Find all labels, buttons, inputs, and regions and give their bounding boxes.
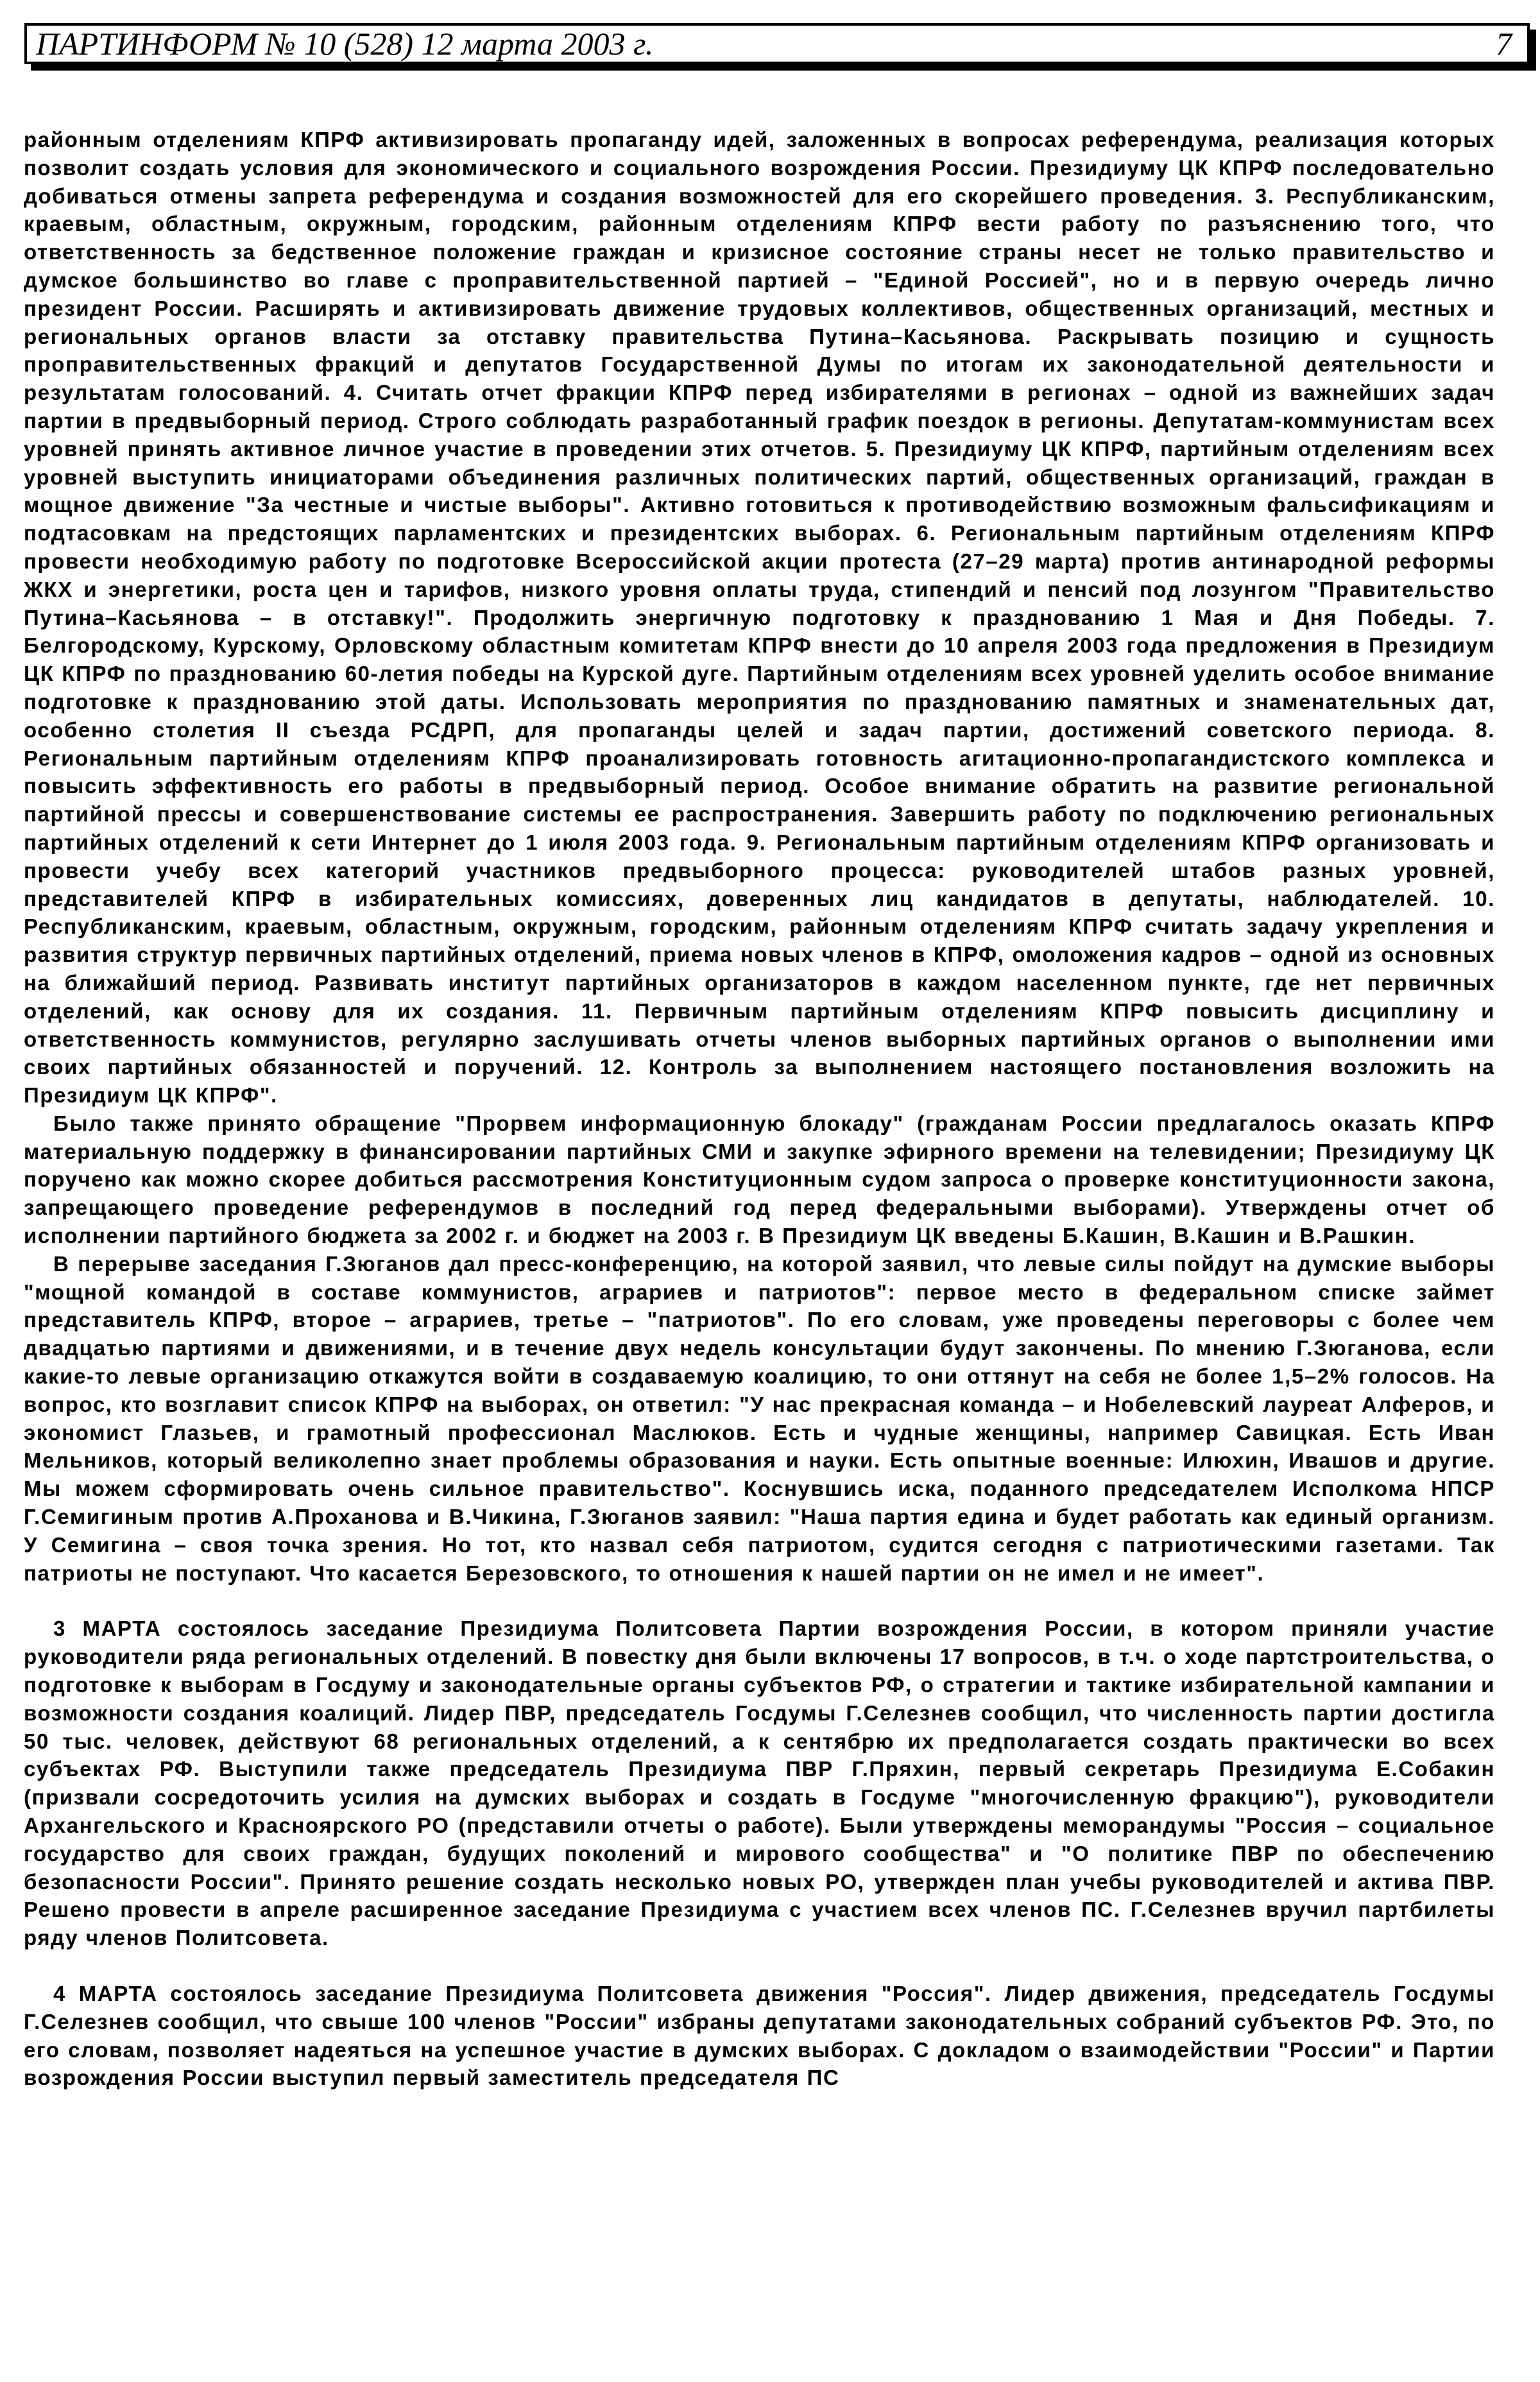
paragraph-march-4: 4 МАРТА состоялось заседание Президиума Политсовета движения "Россия". Лидер движения, председатель Госдумы Г.Селезнев сообщил, что свыше 100 членов "России" избраны депутатами законодательных собраний субъектов РФ. Это, по его словам, позволяет надеяться на успешное участие в думских выборах. С докладом о взаимодействии "России" и Партии возрождения России выступил первый заместитель председателя ПС xyxy=(24,1982,1495,2090)
publication-title: ПАРТИНФОРМ № 10 (528) 12 марта 2003 г. xyxy=(36,26,654,62)
article-body xyxy=(24,126,1495,2092)
paragraph-resolution: районным отделениям КПРФ активизировать пропаганду идей, заложенных в вопросах референдума, реализация которых позволит создать условия для экономического и социального возрождения России. Президиуму ЦК КПРФ последовательно добиваться отмены запрета референдума и создания возможностей для его скорейшего проведения. 3. Республиканским, краевым, областным, окружным, городским, районным отделениям КПРФ вести работу по разъяснению того, что ответственность за бедственное положение граждан и кризисное состояние страны несет не только правительство и думское большинство во главе с проправительственной партией – "Единой Россией", но и в первую очередь лично президент России. Расширять и активизировать движение трудовых коллективов, общественных организаций, местных и региональных органов власти за отставку правительства Путина–Касьянова. Раскрывать позицию и сущность проправительственных фракций и депутатов Государственной Думы по итогам их законодательной деятельности и результатам голосований. 4. Считать отчет фракции КПРФ перед избирателями в регионах – одной из важнейших задач партии в предвыборный период. Строго соблюдать разработанный график поездок в регионы. Депутатам-коммунистам всех уровней принять активное личное участие в проведении этих отчетов. 5. Президиуму ЦК КПРФ, партийным отделениям всех уровней выступить инициаторами объединения различных политических партий, общественных организаций, граждан в мощное движение "За честные и чистые выборы". Активно готовиться к противодействию возможным фальсификациям и подтасовкам на предстоящих парламентских и президентских выборах. 6. Региональным партийным отделениям КПРФ провести необходимую работу по подготовке Всероссийской акции протеста (27–29 марта) против антинародной реформы ЖКХ и энергетики, роста цен и тарифов, низкого уровня оплаты труда, стипендий и пенсий под лозунгом "Правительство Путина–Касьянова – в отставку!". Продолжить энергичную подготовку к празднованию 1 Мая и Дня Победы. 7. Белгородскому, Курскому, Орловскому областным комитетам КПРФ внести до 10 апреля 2003 года предложения в Президиум ЦК КПРФ по празднованию 60-летия победы на Курской дуге. Партийным отделениям всех уровней уделить особое внимание подготовке к празднованию этой даты. Использовать мероприятия по празднованию памятных и знаменательных дат, особенно столетия II съезда РСДРП, для пропаганды целей и задач партии, достижений советского периода. 8. Региональным партийным отделениям КПРФ проанализировать готовность агитационно-пропагандистского комплекса и повысить эффективность его работы в предвыборный период. Особое внимание обратить на развитие региональной партийной прессы и совершенствование системы ее распространения. Завершить работу по подключению региональных партийных отделений к сети Интернет до 1 июля 2003 года. 9. Региональным партийным отделениям КПРФ организовать и провести учебу всех категорий участников предвыборного процесса: руководителей штабов разных уровней, представителей КПРФ в избирательных комиссиях, доверенных лиц кандидатов в депутаты, наблюдателей. 10. Республиканским, краевым, областным, окружным, городским, районным отделениям КПРФ считать задачу укрепления и развития структур первичных партийных отделений, приема новых членов в КПРФ, омоложения кадров – одной из основных на ближайший период. Развивать институт партийных организаторов в каждом населенном пункте, где нет первичных отделений, как основу для их создания. 11. Первичным партийным отделениям КПРФ повысить дисциплину и ответственность коммунистов, регулярно заслушивать отчеты членов выборных партийных органов о выполнении ими своих партийных обязанностей и поручений. 12. Контроль за выполнением настоящего постановления возложить на Президиум ЦК КПРФ". xyxy=(24,128,1495,1108)
paragraph-march-3: 3 МАРТА состоялось заседание Президиума Политсовета Партии возрождения России, в котором приняли участие руководители ряда региональных отделений. В повестку дня были включены 17 вопросов, в т.ч. о ходе партстроительства, о подготовке к выборам в Госдуму и законодательные органы субъектов РФ, о стратегии и тактике избирательной кампании и возможности создания коалиций. Лидер ПВР, председатель Госдумы Г.Селезнев сообщил, что численность партии достигла 50 тыс. человек, действуют 68 региональных отделений, а к сентябрю их предполагается создать практически во всех субъектах РФ. Выступили также председатель Президиума ПВР Г.Пряхин, первый секретарь Президиума Е.Собакин (призвали сосредоточить усилия на думских выборах и создать в Госдуме "многочисленную фракцию"), руководители Архангельского и Красноярского РО (представили отчеты о работе). Были утверждены меморандумы "Россия – социальное государство для своих граждан, будущих поколений и мирового сообщества" и "О политике ПВР по обеспечению безопасности России". Принято решение создать несколько новых РО, утвержден план учебы руководителей и актива ПВР. Решено провести в апреле расширенное заседание Президиума с участием всех членов ПС. Г.Селезнев вручил партбилеты ряду членов Политсовета. xyxy=(24,1616,1495,1950)
paragraph-press-conference: В перерыве заседания Г.Зюганов дал пресс-конференцию, на которой заявил, что левые силы пойдут на думские выборы "мощной командой в составе коммунистов, аграриев и патриотов": первое место в федеральном списке займет представитель КПРФ, второе – аграриев, третье – "патриотов". По его словам, уже проведены переговоры с более чем двадцатью партиями и движениями, и в течение двух недель консультации будут закончены. По мнению Г.Зюганова, если какие-то левые организацию откажутся войти в создаваемую коалицию, то они оттянут на себя не более 1,5–2% голосов. На вопрос, кто возглавит список КПРФ на выборах, он ответил: "У нас прекрасная команда – и Нобелевский лауреат Алферов, и экономист Глазьев, и грамотный профессионал Маслюков. Есть и чудные женщины, например Савицкая. Есть Иван Мельников, который великолепно знает проблемы образования и науки. Есть опытные военные: Илюхин, Ивашов и другие. Мы можем сформировать очень сильное правительство". Коснувшись иска, поданного председателем Исполкома НПСР Г.Семигиным против А.Проханова и В.Чикина, Г.Зюганов заявил: "Наша партия едина и будет работать как единый организм. У Семигина – своя точка зрения. Но тот, кто назвал себя патриотом, судится сегодня с патриотическими газетами. Так патриоты не поступают. Что касается Березовского, то отношения к нашей партии он не имел и не имеет". xyxy=(24,1251,1495,1585)
paragraph-appeal: Было также принято обращение "Прорвем информационную блокаду" (гражданам России предлагалось оказать КПРФ материальную поддержку в финансировании партийных СМИ и закупке эфирного времени на телевидении; Президиуму ЦК поручено как можно скорее добиться рассмотрения Конституционным судом запроса о проверке конституционности закона, запрещающего проведение референдумов в последний год перед федеральными выборами). Утверждены отчет об исполнении партийного бюджета за 2002 г. и бюджет на 2003 г. В Президиум ЦК введены Б.Кашин, В.Кашин и В.Рашкин. xyxy=(24,1111,1495,1248)
page-number: 7 xyxy=(1496,26,1512,62)
page-header xyxy=(24,23,1530,64)
